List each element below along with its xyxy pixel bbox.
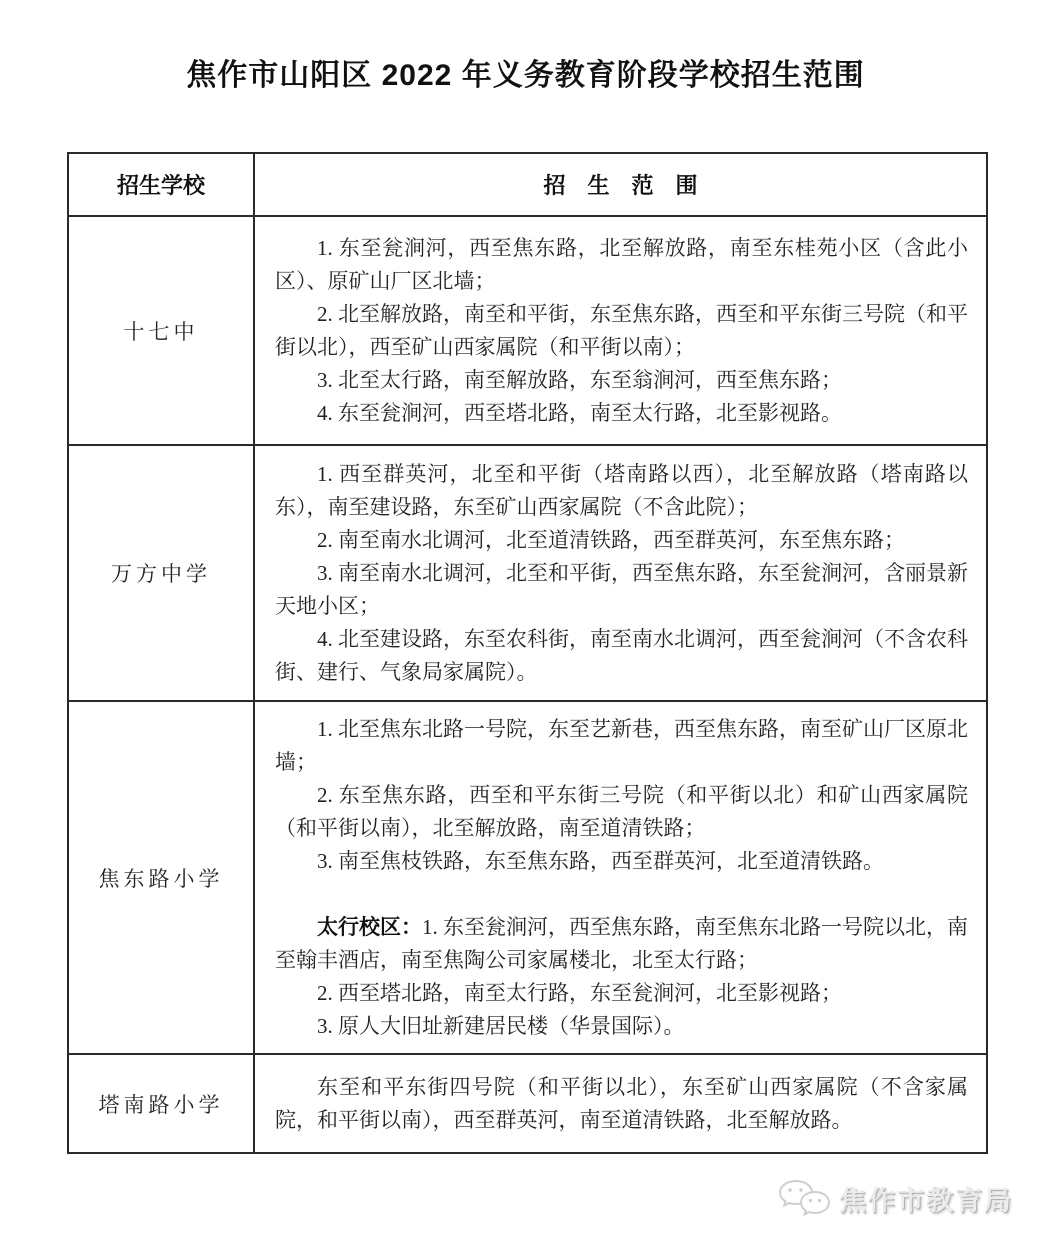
table-row: [68, 445, 987, 701]
table-body: [68, 216, 987, 1153]
range-paragraph: 2. 东至焦东路，西至和平东街三号院（和平街以北）和矿山西家属院（和平街以南），北至解放路，南至道清铁路；: [275, 782, 968, 840]
range-paragraph: 3. 原人大旧址新建居民楼（华景国际）。: [317, 1013, 685, 1038]
range-paragraph: 2. 西至塔北路，南至太行路，东至瓮涧河，北至影视路；: [317, 980, 842, 1005]
range-paragraph: 2. 南至南水北调河，北至道清铁路，西至群英河，东至焦东路；: [317, 527, 905, 552]
range-paragraph: 4. 东至瓮涧河，西至塔北路，南至太行路，北至影视路。: [317, 400, 842, 425]
range-paragraph: 东至和平东街四号院（和平街以北），东至矿山西家属院（不含家属院，和平街以南），西至群英河，南至道清铁路，北至解放路。: [275, 1074, 968, 1132]
range-cell: [254, 701, 987, 1054]
range-cell: [254, 445, 987, 701]
range-cell: [254, 216, 987, 445]
school-name: 十七中: [68, 216, 254, 445]
table-row: [68, 701, 987, 1054]
table-header-row: [68, 153, 987, 216]
range-paragraph: 1. 北至焦东北路一号院，东至艺新巷，西至焦东路，南至矿山厂区原北墙；: [275, 716, 968, 774]
watermark-label: 焦作市教育局: [839, 1185, 1013, 1216]
range-paragraph: 3. 北至太行路，南至解放路，东至翁涧河，西至焦东路；: [317, 367, 842, 392]
watermark: [775, 1178, 1013, 1218]
range-cell: [254, 1054, 987, 1153]
column-header-range: 招 生 范 围: [254, 153, 987, 216]
school-name: 万方中学: [68, 445, 254, 701]
range-paragraph: 1. 东至瓮涧河，西至焦东路，北至解放路，南至东桂苑小区（含此小区）、原矿山厂区北墙；: [275, 235, 968, 293]
range-paragraph: 太行校区：1. 东至瓮涧河，西至焦东路，南至焦东北路一号院以北，南至翰丰酒店，南至焦陶公司家属楼北，北至太行路；: [275, 914, 968, 972]
range-paragraph: 4. 北至建设路，东至农科街，南至南水北调河，西至瓮涧河（不含农科街、建行、气象局家属院）。: [275, 626, 968, 684]
table-row: [68, 216, 987, 445]
campus-label: 太行校区：: [317, 914, 422, 939]
range-paragraph: 3. 南至焦枝铁路，东至焦东路，西至群英河，北至道清铁路。: [317, 848, 884, 873]
range-paragraph: 2. 北至解放路，南至和平街，东至焦东路，西至和平东街三号院（和平街以北），西至矿山西家属院（和平街以南）；: [275, 301, 968, 359]
wechat-icon: [775, 1178, 833, 1218]
school-name: 塔南路小学: [68, 1054, 254, 1153]
enrollment-table: [67, 152, 988, 1154]
page-title: 焦作市山阳区 2022 年义务教育阶段学校招生范围: [186, 59, 865, 92]
school-name: 焦东路小学: [68, 701, 254, 1054]
column-header-school: 招生学校: [68, 153, 254, 216]
range-paragraph: 1. 西至群英河，北至和平街（塔南路以西），北至解放路（塔南路以东），南至建设路，东至矿山西家属院（不含此院）；: [275, 461, 968, 519]
table-row: [68, 1054, 987, 1153]
range-paragraph: 3. 南至南水北调河，北至和平街，西至焦东路，东至瓮涧河，含丽景新天地小区；: [275, 560, 968, 618]
